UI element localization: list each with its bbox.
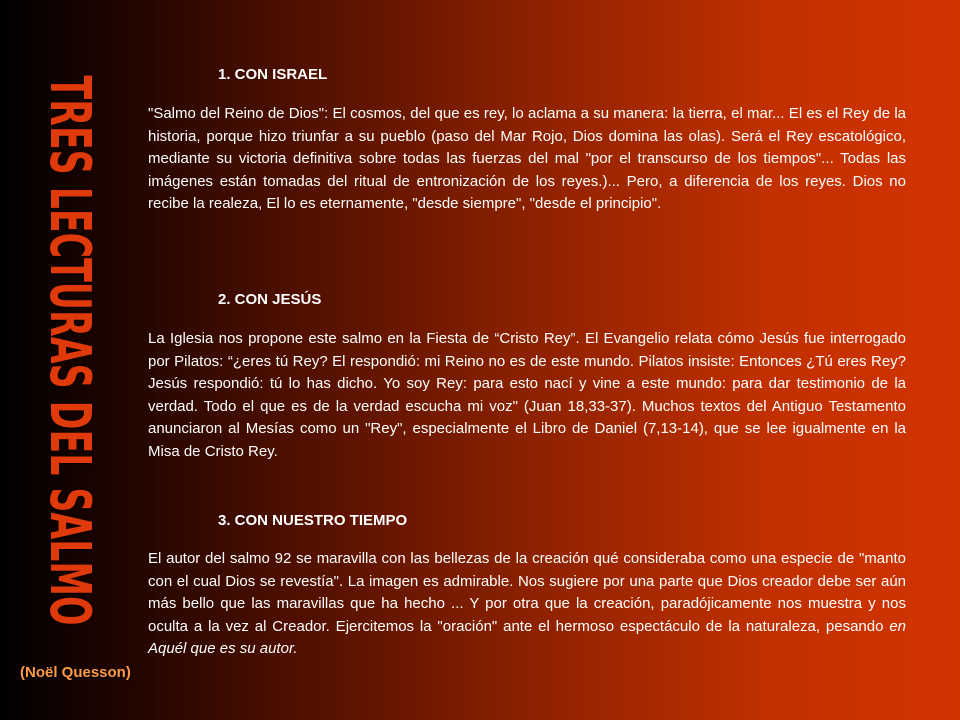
author-credit: (Noël Quesson) [20,664,131,681]
section-heading-israel: 1. CON ISRAEL [218,66,328,83]
section-text-jesus: La Iglesia nos propone este salmo en la Fiesta de “Cristo Rey”. El Evangelio relata cómo Jesús fue interrogado por Pilatos: “¿eres tú Rey? El respondió: mi Reino no es de este mundo. Pilatos insiste: Entonces ¿Tú eres Rey? Jesús respondió: tú lo has dicho. Yo soy Rey: para esto nací y vine a este mundo: para dar testimonio de la verdad. Todo el que es de la verdad escucha mi voz" (Juan 18,33-37). Muchos textos del Antiguo Testamento anunciaron al Mesías como un "Rey", especialmente el Libro de Daniel (7,13-14), que se lee igualmente en la Misa de Cristo Rey. [148,330,906,460]
section-text-israel: "Salmo del Reino de Dios": El cosmos, del que es rey, lo aclama a su manera: la tierra, el mar... El es el Rey de la historia, porque hizo triunfar a su pueblo (paso del Mar Rojo, Dios domina las olas). Será el Rey escatológico, mediante su victoria definitiva sobre todas las fuerzas del mal "por el transcurso de los tiempos"... Todas las imágenes están tomadas del ritual de entronización de los reyes.)... Pero, a diferencia de los reyes. Dios no recibe la realeza, El lo es eternamente, "desde siempre", "desde el principio". [148,105,906,213]
section-text-nuestro-tiempo [148,548,906,661]
vertical-title [37,60,103,640]
section-heading-nuestro-tiempo: 3. CON NUESTRO TIEMPO [218,512,408,529]
section-text-regular: El autor del salmo 92 se maravilla con las bellezas de la creación qué consideraba como una especie de "manto con el cual Dios se revestía". La imagen es admirable. Nos sugiere por una parte que Dios creador debe ser aún más bello que las maravillas que ha hecho ... Y por otra que la creación, paradójicamente nos muestra y nos oculta a la vez al Creador. Ejercitemos la "oración" ante el hermoso espectáculo de la naturaleza, pesando [148,550,906,635]
section-text-italic: en Aquél que es su autor. [148,617,906,658]
vertical-title-text: TRES LECTURAS DEL SALMO [37,75,103,625]
section-heading-jesus: 2. CON JESÚS [218,291,322,308]
